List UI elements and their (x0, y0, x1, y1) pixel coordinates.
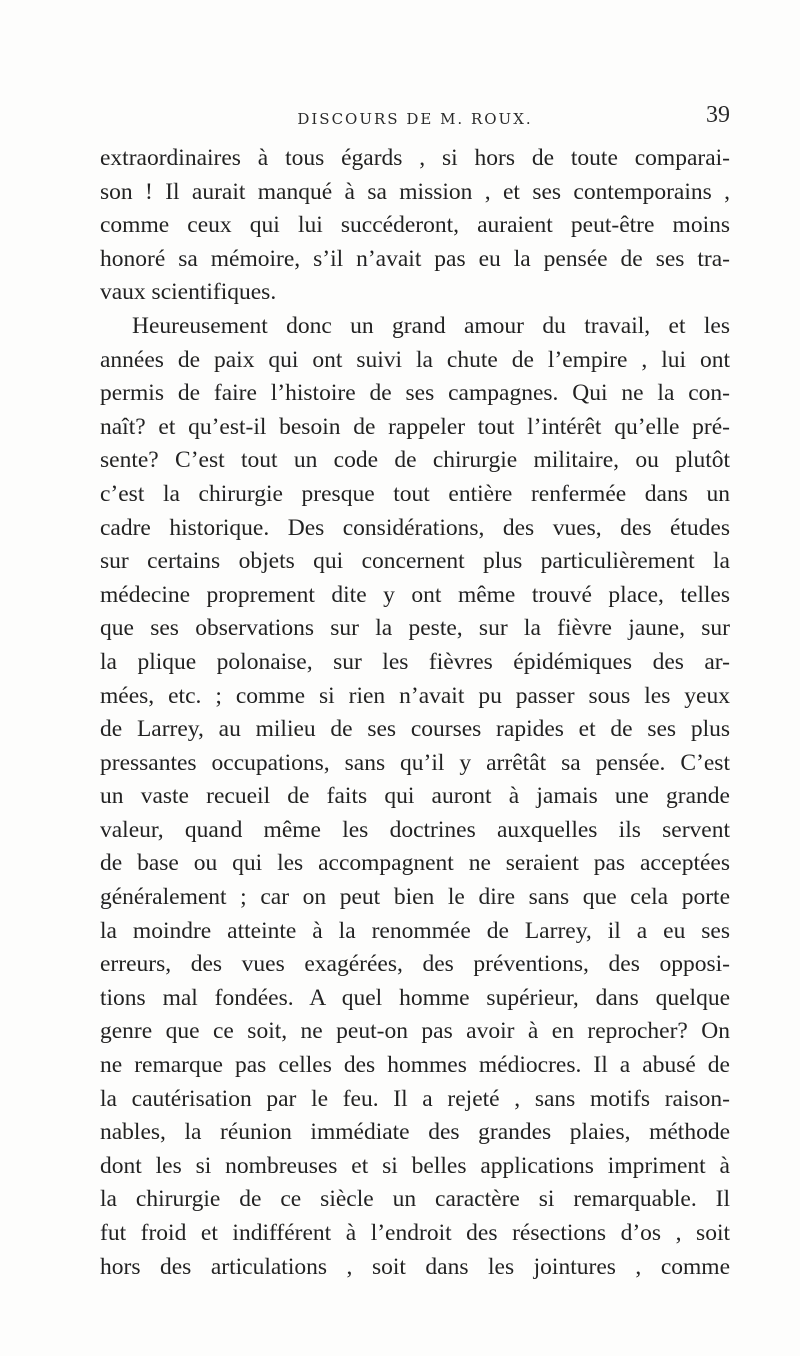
text-line: la chirurgie de ce siècle un caractère si remarquable. Il (100, 1186, 730, 1213)
text-line: permis de faire l’histoire de ses campagnes. Qui ne la con- (100, 380, 730, 407)
text-line: erreurs, des vues exagérées, des préventions, des opposi- (100, 951, 730, 978)
text-line: tions mal fondées. A quel homme supérieur, dans quelque (100, 984, 730, 1011)
text-line: pressantes occupations, sans qu’il y arrêtât sa pensée. C’est (100, 749, 730, 776)
running-head: DISCOURS DE M. ROUX. (297, 110, 533, 128)
text-line: de base ou qui les accompagnent ne seraient pas acceptées (100, 850, 730, 877)
text-line: années de paix qui ont suivi la chute de l’empire , lui ont (100, 346, 730, 373)
text-line: un vaste recueil de faits qui auront à jamais une grande (100, 783, 730, 810)
text-line: sente? C’est tout un code de chirurgie militaire, ou plutôt (100, 447, 730, 474)
body-text (100, 142, 730, 1284)
text-line: sur certains objets qui concernent plus particulièrement la (100, 548, 730, 575)
text-line: cadre historique. Des considérations, des vues, des études (100, 514, 730, 541)
text-line: naît? et qu’est-il besoin de rappeler tout l’intérêt qu’elle pré- (100, 413, 730, 440)
text-line: son ! Il aurait manqué à sa mission , et ses contemporains , (100, 178, 730, 205)
page-header (100, 88, 730, 128)
text-line: généralement ; car on peut bien le dire sans que cela porte (100, 884, 730, 911)
text-line: ne remarque pas celles des hommes médiocres. Il a abusé de (100, 1052, 730, 1079)
text-line: honoré sa mémoire, s’il n’avait pas eu la pensée de ses tra- (100, 245, 730, 272)
text-line: valeur, quand même les doctrines auxquelles ils servent (100, 816, 730, 843)
text-line: médecine proprement dite y ont même trouvé place, telles (100, 581, 730, 608)
page-number: 39 (706, 102, 730, 128)
text-line: que ses observations sur la peste, sur la fièvre jaune, sur (100, 615, 730, 642)
text-line: vaux scientifiques. (100, 279, 277, 306)
text-line: mées, etc. ; comme si rien n’avait pu passer sous les yeux (100, 682, 730, 709)
text-line: la cautérisation par le feu. Il a rejeté , sans motifs raison- (100, 1085, 730, 1112)
text-line: la plique polonaise, sur les fièvres épidémiques des ar- (100, 648, 730, 675)
text-line: dont les si nombreuses et si belles applications impriment à (100, 1152, 730, 1179)
text-line: nables, la réunion immédiate des grandes plaies, méthode (100, 1119, 730, 1146)
text-line: Heureusement donc un grand amour du travail, et les (132, 312, 730, 339)
text-line: genre que ce soit, ne peut-on pas avoir à en reprocher? On (100, 1018, 730, 1045)
text-line: de Larrey, au milieu de ses courses rapides et de ses plus (100, 716, 730, 743)
text-line: comme ceux qui lui succéderont, auraient peut-être moins (100, 212, 730, 239)
text-line: la moindre atteinte à la renommée de Larrey, il a eu ses (100, 917, 730, 944)
text-line: fut froid et indifférent à l’endroit des résections d’os , soit (100, 1220, 730, 1246)
text-line: hors des articulations , soit dans les jointures , comme (100, 1253, 730, 1280)
text-line: c’est la chirurgie presque tout entière renfermée dans un (100, 480, 730, 507)
text-line: extraordinaires à tous égards , si hors de toute comparai- (100, 145, 730, 171)
